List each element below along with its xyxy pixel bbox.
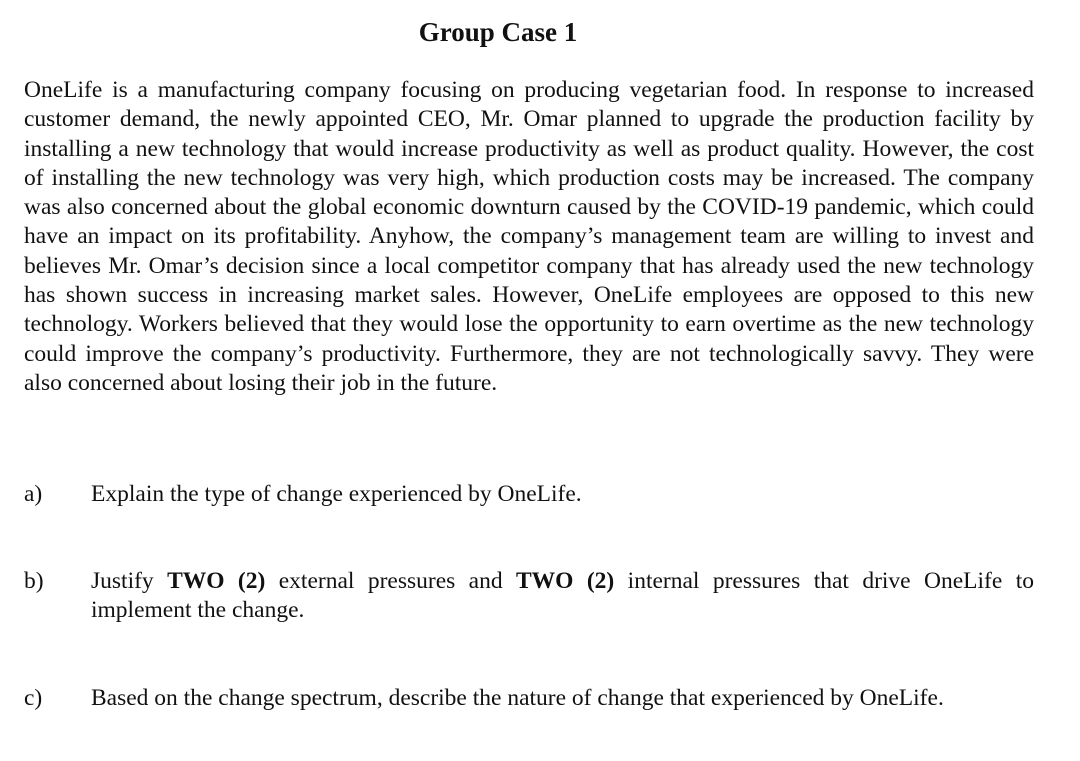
question-emphasis: TWO (2) [167, 568, 266, 594]
question-marker: b) [24, 568, 44, 594]
question-c [24, 684, 1034, 713]
question-marker: c) [24, 685, 43, 711]
question-text: Based on the change spectrum, describe the nature of change that experienced by OneLife. [91, 685, 944, 711]
question-text-part: external pressures and [265, 568, 516, 594]
question-b [24, 567, 1034, 625]
question-text-part: Justify [91, 568, 168, 594]
case-paragraph: OneLife is a manufacturing company focusing on producing vegetarian food. In response to increased customer demand, the newly appointed CEO, Mr. Omar planned to upgrade the production facility by installing a new technology that would increase productivity as well as product quality. However, the cost of installing the new technology was very high, which production costs may be increased. The company was also concerned about the global economic downturn caused by the COVID-19 pandemic, which could have an impact on its profitability. Anyhow, the company’s management team are willing to invest and believes Mr. Omar’s decision since a local competitor company that has already used the new technology has shown success in increasing market sales. However, OneLife employees are opposed to this new technology. Workers believed that they would lose the opportunity to earn overtime as the new technology could improve the company’s productivity. Furthermore, they are not technologically savvy. They were also concerned about losing their job in the future. [24, 77, 1034, 396]
page-title: Group Case 1 [418, 17, 578, 47]
question-text: Explain the type of change experienced by OneLife. [91, 481, 582, 507]
question-text-part: internal pressures that drive OneLife to implement the change. [91, 568, 1034, 623]
question-a [24, 480, 1034, 509]
question-text [91, 567, 1034, 625]
question-marker: a) [24, 481, 43, 507]
question-emphasis: TWO (2) [516, 568, 615, 594]
